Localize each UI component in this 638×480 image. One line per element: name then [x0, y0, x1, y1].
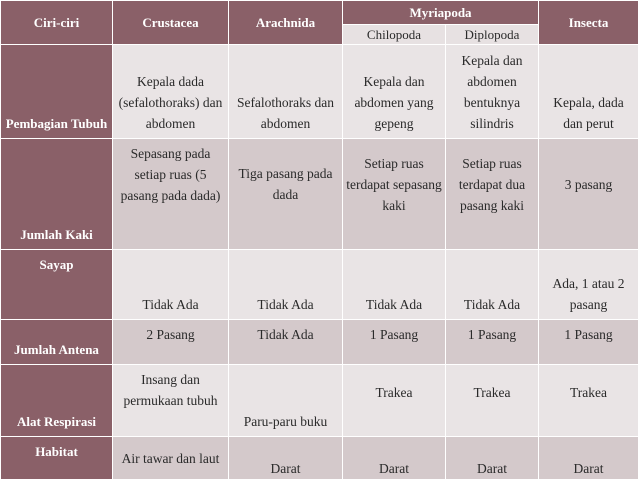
cell-habitat-insecta: Darat — [539, 437, 638, 480]
cell-habitat-crustacea: Air tawar dan laut — [113, 437, 229, 480]
cell-antena-crustacea: 2 Pasang — [113, 320, 229, 365]
cell-pembagian-diplopoda: Kepala dan abdomen bentuknya silindris — [446, 45, 539, 139]
header-myriapoda: Myriapoda — [343, 1, 539, 25]
cell-habitat-diplopoda: Darat — [446, 437, 539, 480]
header-diplopoda: Diplopoda — [446, 25, 539, 45]
cell-respirasi-arachnida: Paru-paru buku — [229, 365, 343, 437]
cell-habitat-chilopoda: Darat — [343, 437, 446, 480]
cell-kaki-chilopoda: Setiap ruas terdapat sepasang kaki — [343, 139, 446, 250]
cell-kaki-arachnida: Tiga pasang pada dada — [229, 139, 343, 250]
cell-pembagian-chilopoda: Kepala dan abdomen yang gepeng — [343, 45, 446, 139]
cell-respirasi-diplopoda: Trakea — [446, 365, 539, 437]
header-arachnida: Arachnida — [229, 1, 343, 45]
row-label-habitat: Habitat — [1, 437, 113, 480]
row-label-antena: Jumlah Antena — [1, 320, 113, 365]
cell-respirasi-crustacea: Insang dan permukaan tubuh — [113, 365, 229, 437]
cell-sayap-chilopoda: Tidak Ada — [343, 250, 446, 320]
row-sayap — [1, 250, 638, 320]
header-ciri: Ciri-ciri — [1, 1, 113, 45]
header-crustacea: Crustacea — [113, 1, 229, 45]
cell-antena-diplopoda: 1 Pasang — [446, 320, 539, 365]
cell-antena-arachnida: Tidak Ada — [229, 320, 343, 365]
cell-sayap-diplopoda: Tidak Ada — [446, 250, 539, 320]
cell-sayap-arachnida: Tidak Ada — [229, 250, 343, 320]
header-insecta: Insecta — [539, 1, 638, 45]
cell-antena-chilopoda: 1 Pasang — [343, 320, 446, 365]
row-pembagian-tubuh — [1, 45, 638, 139]
cell-sayap-insecta: Ada, 1 atau 2 pasang — [539, 250, 638, 320]
cell-habitat-arachnida: Darat — [229, 437, 343, 480]
header-chilopoda: Chilopoda — [343, 25, 446, 45]
row-label-kaki: Jumlah Kaki — [1, 139, 113, 250]
cell-pembagian-crustacea: Kepala dada (sefalothoraks) dan abdomen — [113, 45, 229, 139]
row-jumlah-antena — [1, 320, 638, 365]
cell-kaki-crustacea: Sepasang pada setiap ruas (5 pasang pada dada) — [113, 139, 229, 250]
row-habitat — [1, 437, 638, 480]
cell-respirasi-chilopoda: Trakea — [343, 365, 446, 437]
cell-kaki-insecta: 3 pasang — [539, 139, 638, 250]
cell-kaki-diplopoda: Setiap ruas terdapat dua pasang kaki — [446, 139, 539, 250]
cell-respirasi-insecta: Trakea — [539, 365, 638, 437]
cell-pembagian-arachnida: Sefalothoraks dan abdomen — [229, 45, 343, 139]
header-row — [1, 1, 638, 25]
row-jumlah-kaki — [1, 139, 638, 250]
row-label-sayap: Sayap — [1, 250, 113, 320]
cell-antena-insecta: 1 Pasang — [539, 320, 638, 365]
row-alat-respirasi — [1, 365, 638, 437]
cell-sayap-crustacea: Tidak Ada — [113, 250, 229, 320]
cell-pembagian-insecta: Kepala, dada dan perut — [539, 45, 638, 139]
row-label-respirasi: Alat Respirasi — [1, 365, 113, 437]
row-label-pembagian: Pembagian Tubuh — [1, 45, 113, 139]
